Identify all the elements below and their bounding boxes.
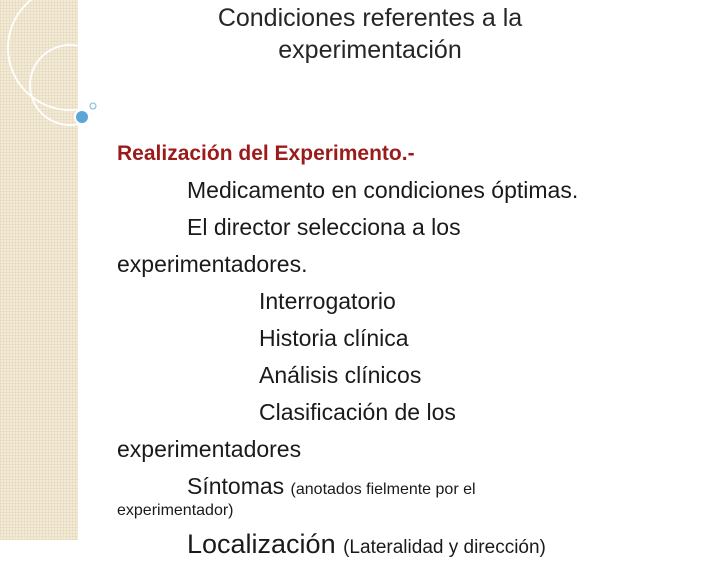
body-line-3: experimentadores. <box>117 251 308 277</box>
list-item-analisis-clinicos: Análisis clínicos <box>259 362 422 388</box>
list-item-clasificacion: Clasificación de los <box>259 399 456 425</box>
localizacion-note: (Lateralidad y dirección) <box>343 537 546 558</box>
list-item-historia-clinica: Historia clínica <box>259 325 409 351</box>
small-outline-circle <box>90 103 96 109</box>
localizacion-label: Localización <box>187 529 336 559</box>
sintomas-note-continued: experimentador) <box>117 502 234 519</box>
slide-body <box>117 135 707 566</box>
sintomas-note: (anotados fielmente por el <box>290 481 476 498</box>
list-item-interrogatorio: Interrogatorio <box>259 288 396 314</box>
title-line-1: Condiciones referentes a la <box>217 4 523 32</box>
section-heading: Realización del Experimento.- <box>117 142 415 165</box>
body-line-experimentadores: experimentadores <box>117 436 302 462</box>
localizacion-line <box>117 526 707 566</box>
slide-title <box>150 2 590 66</box>
medium-outline-circle <box>30 45 110 125</box>
blue-bubble-icon <box>75 110 89 124</box>
body-line-1: Medicamento en condiciones óptimas. <box>187 177 579 203</box>
title-line-2: experimentación <box>278 36 462 64</box>
large-outline-circle <box>8 0 132 110</box>
body-line-2: El director selecciona a los <box>187 214 461 240</box>
sintomas-label: Síntomas <box>187 473 285 499</box>
